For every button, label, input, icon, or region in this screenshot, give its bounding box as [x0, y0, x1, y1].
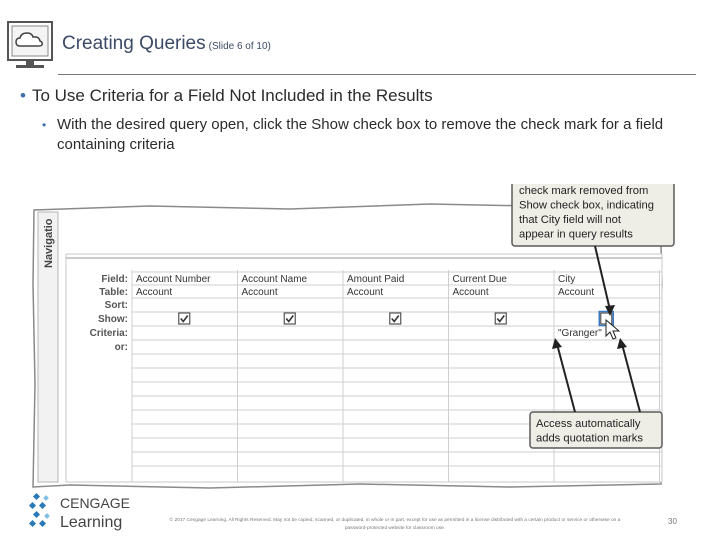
criteria-cell[interactable]: "Granger" [558, 328, 602, 339]
callout-top-line: check mark removed from [519, 185, 649, 197]
bullet-main-text: To Use Criteria for a Field Not Included in the Results [31, 86, 433, 105]
show-checkbox[interactable] [495, 313, 506, 324]
slide-title [62, 33, 271, 55]
callout-top-line: appear in query results [519, 228, 633, 241]
field-cell[interactable]: City [558, 274, 576, 285]
row-label: or: [114, 342, 128, 353]
callout-bottom-line: Access automatically [536, 418, 641, 430]
bullet-sub [42, 115, 702, 155]
row-label: Field: [101, 274, 128, 285]
brand-line2: Learning [60, 514, 123, 531]
show-checkbox[interactable] [179, 313, 190, 324]
brand-line1: CENGAGE [60, 495, 131, 511]
copyright-notice [130, 517, 660, 533]
callout-bottom [530, 412, 662, 448]
table-cell[interactable]: Account [558, 287, 595, 298]
callout-top-line: that City field will not [519, 214, 621, 226]
row-label: Criteria: [89, 328, 128, 339]
nav-pane-label: Navigatio [43, 218, 55, 268]
show-checkbox[interactable] [390, 313, 401, 324]
table-cell[interactable]: Account [347, 287, 384, 298]
title-divider [58, 74, 696, 75]
field-cell[interactable]: Current Due [452, 274, 507, 285]
bullet-dot: • [20, 86, 26, 105]
copyright-line1: © 2017 Cengage Learning. All Rights Reserved. May not be copied, scanned, or duplicated, in whole or in part, except for use as permitted in a license distributed with a certain product or service or otherwise on a [169, 518, 621, 523]
page-number: 30 [668, 517, 677, 526]
callout-top-line: Show check box, indicating [519, 199, 654, 212]
callout-bottom-line: adds quotation marks [536, 432, 643, 445]
row-label: Show: [98, 314, 128, 325]
field-cell[interactable]: Account Number [136, 274, 211, 285]
field-cell[interactable]: Account Name [241, 274, 308, 285]
slide-title-sub: (Slide 6 of 10) [208, 41, 271, 52]
field-cell[interactable]: Amount Paid [347, 274, 405, 285]
row-label: Table: [99, 287, 128, 298]
show-checkbox[interactable] [284, 313, 295, 324]
bullet-dot: • [42, 118, 47, 132]
table-cell[interactable]: Account [452, 287, 489, 298]
monitor-cloud-icon [6, 20, 56, 72]
bullet-main [20, 86, 433, 106]
bullet-sub-text: With the desired query open, click the Show check box to remove the check mark for a field containing criteria [57, 116, 664, 153]
callout-top [512, 184, 674, 246]
query-design-screenshot [30, 184, 695, 496]
copyright-line2: password-protected website for classroom use. [344, 526, 446, 531]
table-cell[interactable]: Account [136, 287, 173, 298]
table-cell[interactable]: Account [241, 287, 278, 298]
slide-title-main: Creating Queries [62, 33, 206, 54]
row-label: Sort: [104, 300, 128, 311]
